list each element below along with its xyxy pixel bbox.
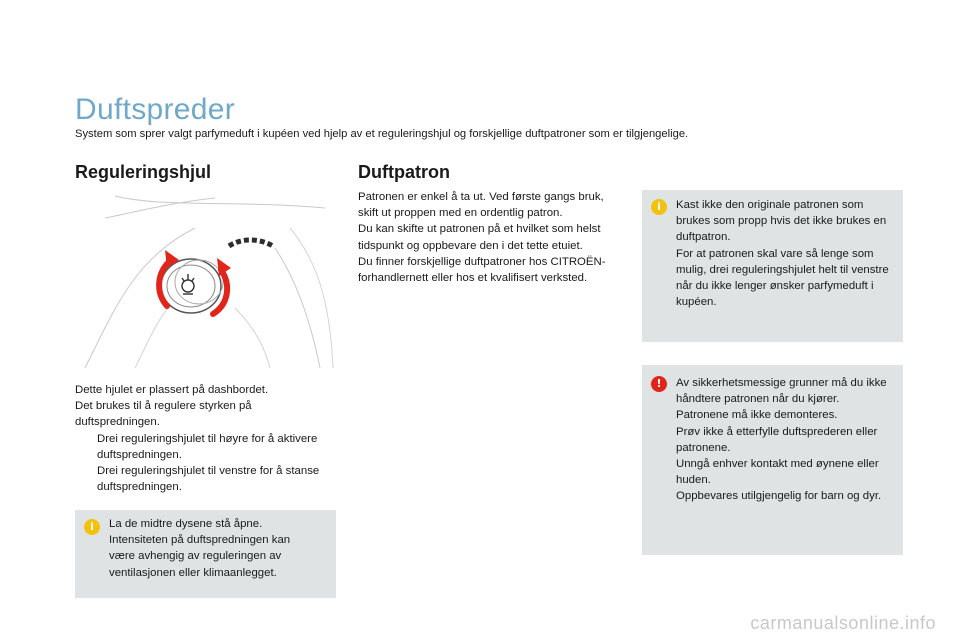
checkbox-bullet-icon (75, 431, 97, 463)
dial-paragraph: Det brukes til å regulere styrken på duftspredningen. (75, 400, 252, 429)
page-intro: System som sprer valgt parfymeduft i kupéen ved hjelp av et reguleringshjul og forskjellige duftpatroner som er tilgjengelige. (75, 128, 689, 140)
watermark: carmanualsonline.info (750, 613, 936, 633)
dial-illustration (75, 188, 337, 370)
info-box-cartridge: i Kast ikke den originale patronen som brukes som propp hvis det ikke brukes en duftpatron. For at patronen skal vare så lenge som mulig, drei reguleringshjulet helt til venstre når du ikke lenger ønsker parfymeduft i kupéen. (642, 190, 903, 342)
warning-box-safety: ! Av sikkerhetsmessige grunner må du ikke håndtere patronen når du kjører. Patronene må ikke demonteres. Prøv ikke å etterfylle duftsprederen eller patronene. Unngå enhver kontakt med øynene eller huden. Oppbevares utilgjengelig for barn og dyr. (642, 365, 903, 555)
heading-duftpatron: Duftpatron (358, 162, 450, 182)
heading-reguleringshjul: Reguleringshjul (75, 162, 212, 182)
warning-icon: ! (651, 376, 667, 392)
info-box-vents: i La de midtre dysene stå åpne. Intensiteten på duftspredningen kan være avhengig av reguleringen av ventilasjonen eller klimaanlegget. (75, 510, 336, 598)
dial-paragraph: Dette hjulet er plassert på dashbordet. (75, 384, 269, 396)
bullet-item: Drei reguleringshjulet til høyre for å aktivere duftspredningen. (75, 431, 330, 463)
page-title: Duftspreder (75, 93, 236, 126)
dial-description (75, 382, 330, 495)
checkbox-bullet-icon (75, 463, 97, 495)
info-icon: i (84, 519, 100, 535)
info-icon: i (651, 199, 667, 215)
bullet-item: Drei reguleringshjulet til venstre for å stanse duftspredningen. (75, 463, 330, 495)
cartridge-description: Patronen er enkel å ta ut. Ved første gangs bruk, skift ut proppen med en ordentlig patron. Du kan skifte ut patronen på et hvilket som helst tidspunkt og oppbevare den i det tette etuiet. Du finner forskjellige duftpatroner hos CITROËN-forhandlernett eller hos et kvalifisert verksted. (358, 191, 606, 285)
